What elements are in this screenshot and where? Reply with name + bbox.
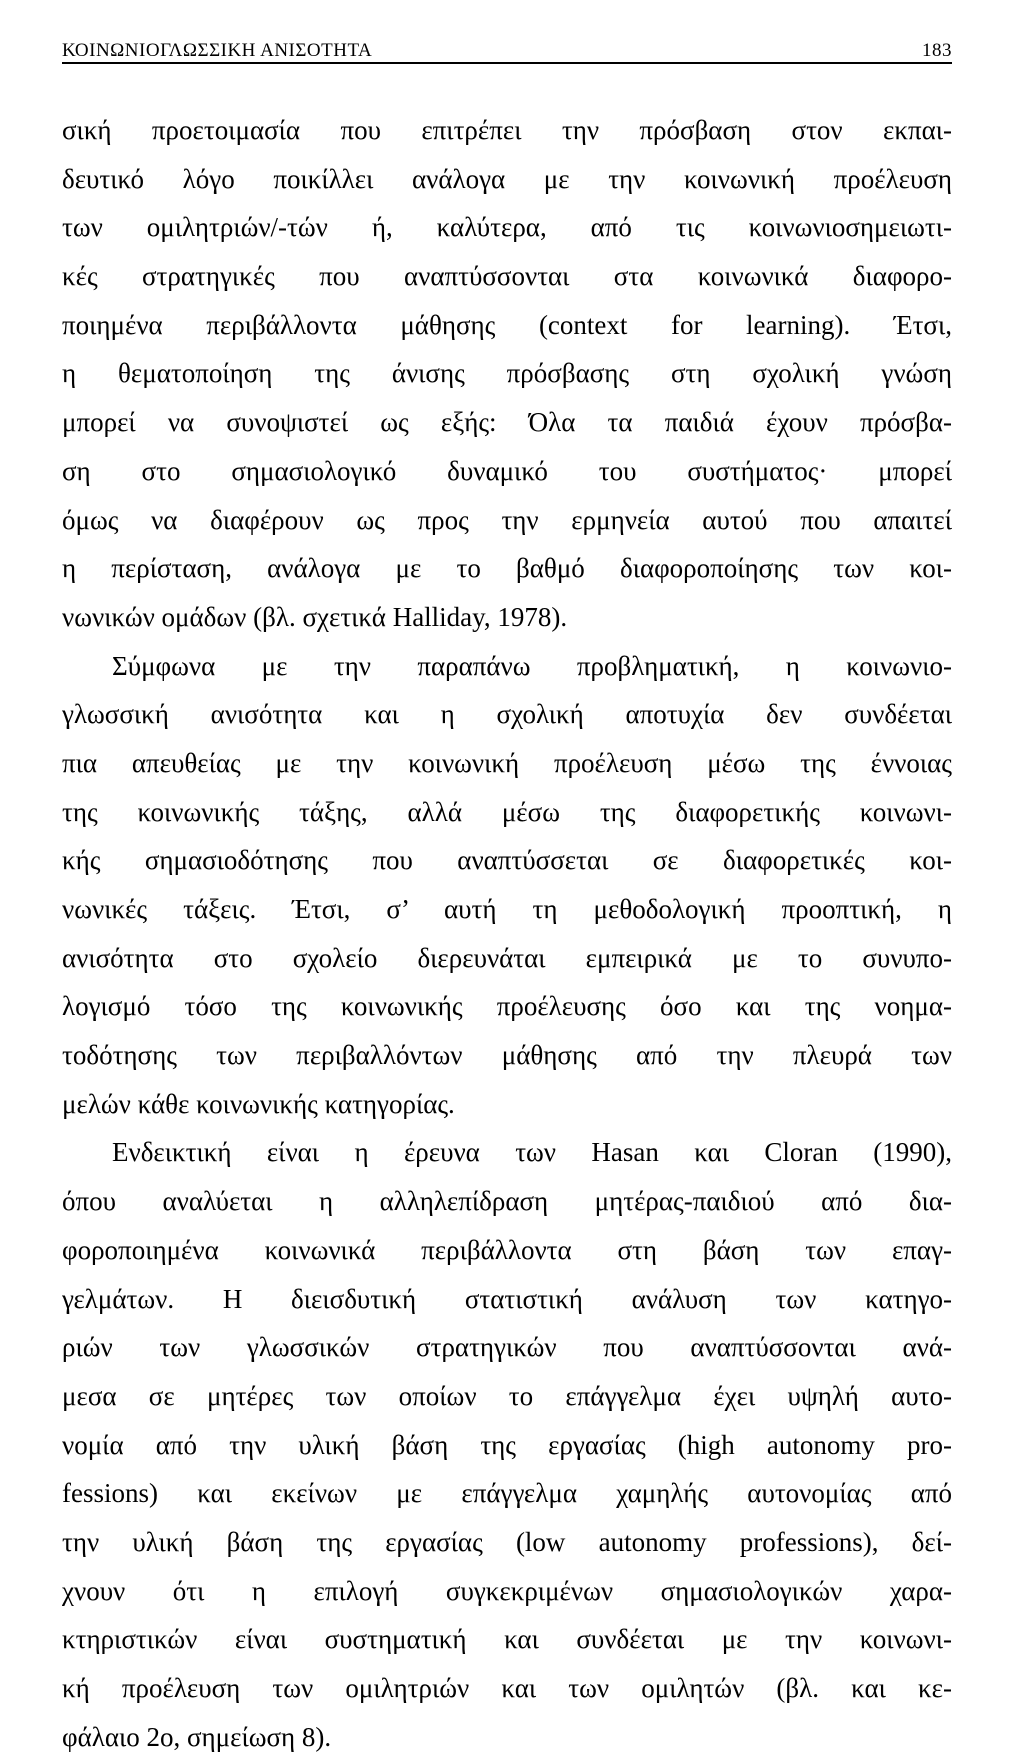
text-line: την υλική βάση της εργασίας (low autonomy professions), δεί- xyxy=(62,1526,952,1557)
text-line: νωνικές τάξεις. Έτσι, σ’ αυτή τη μεθοδολογική προοπτική, η xyxy=(62,894,952,924)
text-line: όμως να διαφέρουν ως προς την ερμηνεία αυτού που απαιτεί xyxy=(62,504,952,535)
text-line: γελμάτων. Η διεισδυτική στατιστική ανάλυση των κατηγο- xyxy=(62,1283,952,1314)
text-line: η θεματοποίηση της άνισης πρόσβασης στη σχολική γνώση xyxy=(62,358,952,389)
text-line: πια απευθείας με την κοινωνική προέλευση μέσω της έννοιας xyxy=(62,747,952,778)
text-line: ανισότητα στο σχολείο διερευνάται εμπειρικά με το συνυπο- xyxy=(62,942,952,973)
text-line: της κοινωνικής τάξης, αλλά μέσω της διαφορετικής κοινωνι- xyxy=(62,796,952,827)
book-page xyxy=(62,38,952,1761)
running-header xyxy=(62,38,952,64)
text-line: ριών των γλωσσικών στρατηγικών που αναπτύσσονται ανά- xyxy=(62,1332,952,1363)
body-text xyxy=(62,106,952,1761)
page-number: 183 xyxy=(922,40,952,61)
text-line: τοδότησης των περιβαλλόντων μάθησης από την πλευρά των xyxy=(62,1040,952,1071)
text-line: νωνικών ομάδων (βλ. σχετικά Halliday, 1978). xyxy=(62,601,568,632)
text-line: νομία από την υλική βάση της εργασίας (high autonomy pro- xyxy=(62,1429,952,1460)
text-line: φοροποιημένα κοινωνικά περιβάλλοντα στη βάση των επαγ- xyxy=(62,1234,952,1265)
text-line: σική προετοιμασία που επιτρέπει την πρόσβαση στον εκπαι- xyxy=(62,115,952,145)
text-line: κής σημασιοδότησης που αναπτύσσεται σε διαφορετικές κοι- xyxy=(62,845,952,876)
text-line: κτηριστικών είναι συστηματική και συνδέεται με την κοινωνι- xyxy=(62,1624,952,1655)
text-line: μελών κάθε κοινωνικής κατηγορίας. xyxy=(62,1088,455,1119)
text-line: όπου αναλύεται η αλληλεπίδραση μητέρας-παιδιού από δια- xyxy=(62,1186,952,1217)
text-line: μεσα σε μητέρες των οποίων το επάγγελμα έχει υψηλή αυτο- xyxy=(62,1380,952,1411)
text-line: λογισμό τόσο της κοινωνικής προέλευσης όσο και της νοημα- xyxy=(62,991,952,1022)
text-line: γλωσσική ανισότητα και η σχολική αποτυχία δεν συνδέεται xyxy=(62,699,952,730)
text-line: μπορεί να συνοψιστεί ως εξής: Όλα τα παιδιά έχουν πρόσβα- xyxy=(62,407,952,438)
text-line: κές στρατηγικές που αναπτύσσονται στα κοινωνικά διαφορο- xyxy=(62,261,952,292)
text-line: η περίσταση, ανάλογα με το βαθμό διαφοροποίησης των κοι- xyxy=(62,553,952,584)
text-line: χνουν ότι η επιλογή συγκεκριμένων σημασιολογικών χαρα- xyxy=(62,1575,952,1606)
text-line: ποιημένα περιβάλλοντα μάθησης (context for learning). Έτσι, xyxy=(62,309,952,340)
text-line: των ομιλητριών/-τών ή, καλύτερα, από τις κοινωνιοσημειωτι- xyxy=(62,212,952,243)
text-line: δευτικό λόγο ποικίλλει ανάλογα με την κοινωνική προέλευση xyxy=(62,163,952,194)
text-line: Ενδεικτική είναι η έρευνα των Hasan και Cloran (1990), xyxy=(112,1137,952,1168)
text-line: φάλαιο 2ο, σημείωση 8). xyxy=(62,1721,332,1752)
text-line: κή προέλευση των ομιλητριών και των ομιλητών (βλ. και κε- xyxy=(62,1673,952,1703)
text-line: ση στο σημασιολογικό δυναμικό του συστήματος· μπορεί xyxy=(62,455,952,486)
chapter-title: ΚΟΙΝΩΝΙΟΓΛΩΣΣΙΚΗ ΑΝΙΣΟΤΗΤΑ xyxy=(62,40,373,61)
text-line: Σύμφωνα με την παραπάνω προβληματική, η κοινωνιο- xyxy=(112,650,952,681)
text-line: fessions) και εκείνων με επάγγελμα χαμηλής αυτονομίας από xyxy=(62,1478,952,1509)
